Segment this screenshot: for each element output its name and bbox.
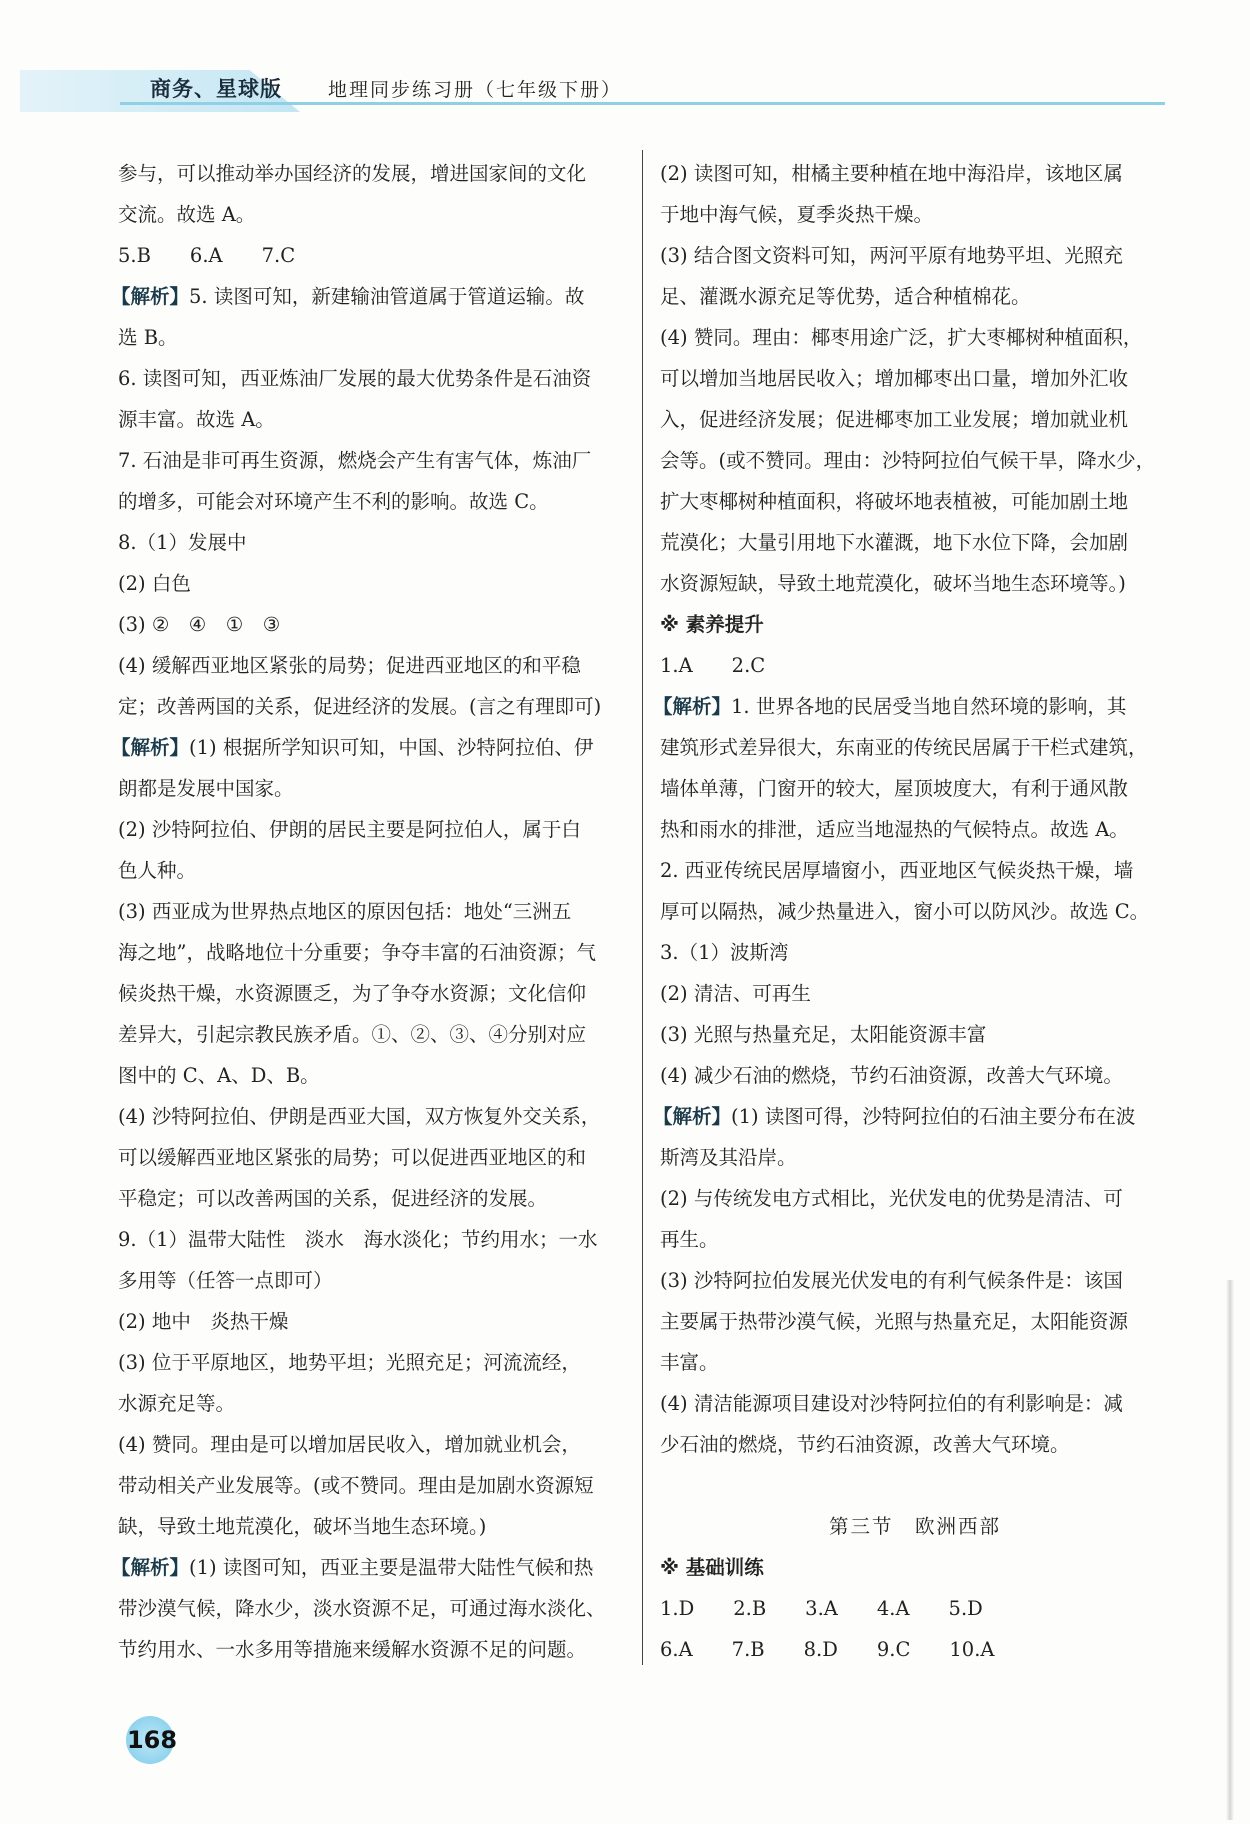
text-line: 2. 西亚传统民居厚墙窗小，西亚地区气候炎热干燥，墙 [660, 859, 1134, 882]
text-line: 9.（1）温带大陆性 淡水 海水淡化；节约用水；一水 [118, 1228, 598, 1251]
page-number-badge [126, 1716, 178, 1764]
text-line: 7. 石油是非可再生资源，燃烧会产生有害气体，炼油厂 [118, 449, 592, 472]
edition-label: 商务、星球版 [150, 77, 282, 101]
analysis-text: (1) 根据所学知识可知，中国、沙特阿拉伯、伊 [189, 736, 594, 759]
analysis-text: (1) 读图可知，西亚主要是温带大陆性气候和热 [189, 1556, 594, 1579]
text-line: 墙体单薄，门窗开的较大，屋顶坡度大，有利于通风散 [660, 777, 1129, 800]
analysis-label: 【解析】 [111, 285, 190, 308]
text-line: 平稳定；可以改善两国的关系，促进经济的发展。 [118, 1187, 548, 1210]
page-edge-shadow [1226, 1280, 1234, 1820]
text-line: 入，促进经济发展；促进椰枣加工业发展；增加就业机 [660, 408, 1129, 431]
text-line: 水资源短缺，导致土地荒漠化，破坏当地生态环境等。) [660, 572, 1126, 595]
text-line: 扩大枣椰树种植面积，将破坏地表植被，可能加剧土地 [660, 490, 1129, 513]
text-line: 主要属于热带沙漠气候，光照与热量充足，太阳能资源 [660, 1310, 1129, 1333]
text-line: 交流。故选 A。 [118, 203, 256, 226]
text-line: 水源充足等。 [118, 1392, 236, 1415]
text-line: 8.（1）发展中 [118, 531, 247, 554]
text-line: 建筑形式差异很大，东南亚的传统民居属于干栏式建筑， [660, 736, 1148, 759]
text-line: 的增多，可能会对环境产生不利的影响。故选 C。 [118, 490, 549, 513]
text-line: 朗都是发展中国家。 [118, 777, 294, 800]
answer-line: 1.A 2.C [660, 654, 766, 677]
text-line: 丰富。 [660, 1351, 719, 1374]
analysis-line [653, 686, 1170, 727]
text-line: (3) 光照与热量充足，太阳能资源丰富 [660, 1023, 987, 1046]
text-line: 参与，可以推动举办国经济的发展，增进国家间的文化 [118, 162, 587, 185]
text-line: 会等。(或不赞同。理由：沙特阿拉伯气候干旱，降水少， [660, 449, 1156, 472]
answer-line: 1.D 2.B 3.A 4.A 5.D [660, 1597, 983, 1620]
analysis-line [111, 727, 628, 768]
text-line: (3) 沙特阿拉伯发展光伏发电的有利气候条件是：该国 [660, 1269, 1123, 1292]
text-line: (4) 减少石油的燃烧，节约石油资源，改善大气环境。 [660, 1064, 1123, 1087]
text-line: 可以缓解西亚地区紧张的局势；可以促进西亚地区的和 [118, 1146, 587, 1169]
left-column [111, 153, 628, 1670]
section-title: 第三节 欧洲西部 [828, 1515, 1001, 1538]
text-line: (3) 位于平原地区，地势平坦；光照充足；河流流经， [118, 1351, 581, 1374]
column-divider [642, 150, 643, 1665]
text-line: (4) 清洁能源项目建设对沙特阿拉伯的有利影响是：减 [660, 1392, 1123, 1415]
analysis-label: 【解析】 [653, 1105, 732, 1128]
text-line: (3) 西亚成为世界热点地区的原因包括：地处“三洲五 [118, 900, 572, 923]
text-line: 少石油的燃烧，节约石油资源，改善大气环境。 [660, 1433, 1070, 1456]
right-column [653, 153, 1170, 1670]
text-line: 源丰富。故选 A。 [118, 408, 275, 431]
text-line: (4) 赞同。理由：椰枣用途广泛，扩大枣椰树种植面积， [660, 326, 1143, 349]
answer-line: 6.A 7.B 8.D 9.C 10.A [660, 1638, 995, 1661]
text-line: 可以增加当地居民收入；增加椰枣出口量，增加外汇收 [660, 367, 1129, 390]
text-line: (2) 与传统发电方式相比，光伏发电的优势是清洁、可 [660, 1187, 1123, 1210]
text-line: 带动相关产业发展等。(或不赞同。理由是加剧水资源短 [118, 1474, 594, 1497]
text-line: 斯湾及其沿岸。 [660, 1146, 797, 1169]
book-title: 地理同步练习册（七年级下册） [328, 79, 623, 101]
section-heading-literacy: ※ 素养提升 [660, 613, 764, 636]
text-line: 再生。 [660, 1228, 719, 1251]
text-line: 候炎热干燥，水资源匮乏，为了争夺水资源；文化信仰 [118, 982, 587, 1005]
analysis-label: 【解析】 [111, 1556, 190, 1579]
text-line: 足、灌溉水源充足等优势，适合种植棉花。 [660, 285, 1031, 308]
text-line: 荒漠化；大量引用地下水灌溉，地下水位下降，会加剧 [660, 531, 1129, 554]
section-heading-basic: ※ 基础训练 [660, 1556, 764, 1579]
text-line: 色人种。 [118, 859, 197, 882]
analysis-line [111, 276, 628, 317]
text-line: 6. 读图可知，西亚炼油厂发展的最大优势条件是石油资 [118, 367, 592, 390]
text-line: (4) 缓解西亚地区紧张的局势；促进西亚地区的和平稳 [118, 654, 581, 677]
analysis-line [653, 1096, 1170, 1137]
text-line: (3) 结合图文资料可知，两河平原有地势平坦、光照充 [660, 244, 1123, 267]
analysis-text: 1. 世界各地的民居受当地自然环境的影响，其 [731, 695, 1127, 718]
text-line: 图中的 C、A、D、B。 [118, 1064, 320, 1087]
text-line: 厚可以隔热，减少热量进入，窗小可以防风沙。故选 C。 [660, 900, 1150, 923]
text-line: (2) 沙特阿拉伯、伊朗的居民主要是阿拉伯人，属于白 [118, 818, 581, 841]
page-header [0, 0, 1250, 120]
page-number: 168 [126, 1726, 178, 1754]
analysis-label: 【解析】 [111, 736, 190, 759]
text-line: 差异大，引起宗教民族矛盾。①、②、③、④分别对应 [118, 1023, 587, 1046]
analysis-line [111, 1547, 628, 1588]
text-line: 缺，导致土地荒漠化，破坏当地生态环境。) [118, 1515, 487, 1538]
analysis-text: (1) 读图可得，沙特阿拉伯的石油主要分布在波 [731, 1105, 1136, 1128]
text-line: (2) 地中 炎热干燥 [118, 1310, 289, 1333]
answer-line: 5.B 6.A 7.C [118, 244, 296, 267]
text-line: (4) 赞同。理由是可以增加居民收入，增加就业机会， [118, 1433, 581, 1456]
text-line: 于地中海气候，夏季炎热干燥。 [660, 203, 934, 226]
text-line: 选 B。 [118, 326, 178, 349]
text-line: (2) 清洁、可再生 [660, 982, 811, 1005]
text-line: 海之地”，战略地位十分重要；争夺丰富的石油资源；气 [118, 941, 596, 964]
text-line: (2) 白色 [118, 572, 191, 595]
analysis-label: 【解析】 [653, 695, 732, 718]
text-line: 节约用水、一水多用等措施来缓解水资源不足的问题。 [118, 1638, 587, 1661]
text-line: (2) 读图可知，柑橘主要种植在地中海沿岸，该地区属 [660, 162, 1123, 185]
text-line: 多用等（任答一点即可） [118, 1269, 333, 1292]
analysis-text: 5. 读图可知，新建输油管道属于管道运输。故 [189, 285, 585, 308]
text-line: 热和雨水的排泄，适应当地湿热的气候特点。故选 A。 [660, 818, 1129, 841]
text-line: 定；改善两国的关系，促进经济的发展。(言之有理即可) [118, 695, 602, 718]
text-line: 带沙漠气候，降水少，淡水资源不足，可通过海水淡化、 [118, 1597, 606, 1620]
text-line: (3) ② ④ ① ③ [118, 613, 281, 636]
spacer [660, 1465, 1170, 1506]
text-line: 3.（1）波斯湾 [660, 941, 789, 964]
text-line: (4) 沙特阿拉伯、伊朗是西亚大国，双方恢复外交关系， [118, 1105, 601, 1128]
